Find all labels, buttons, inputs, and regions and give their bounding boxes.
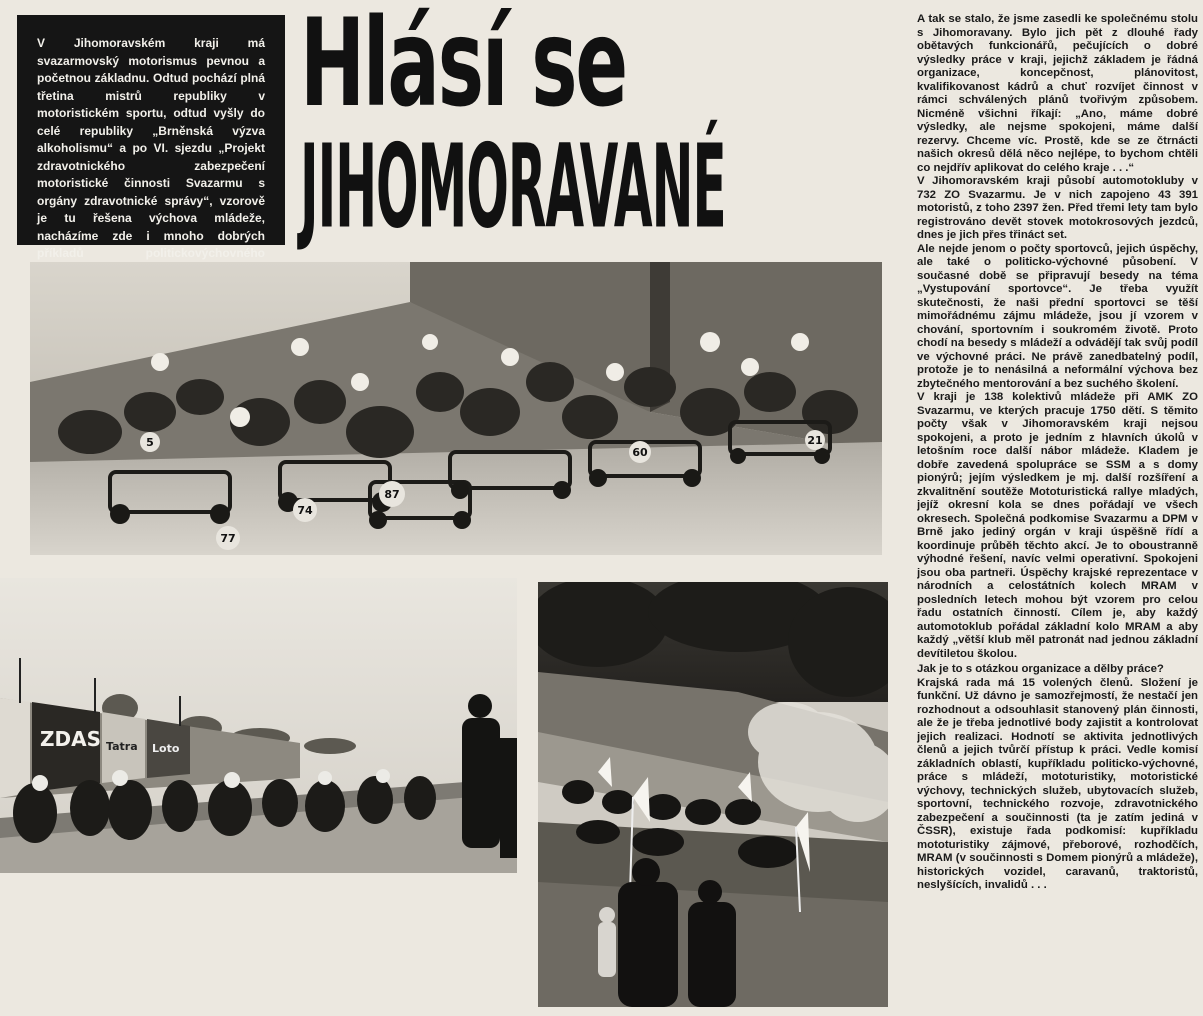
article-paragraph: A tak se stalo, že jsme zasedli ke společnému stolu s Jihomoravany. Bylo jich pět z dlouhé řady obětavých funkcionářů, pečujících o dobré výsledky práce v kraji, jejichž základem je řádná organizace, koncepčnost, plánovitost, kvalifikovanost kádrů a chuť rozvíjet činnost v rámci schválených plánů tvořivým způsobem. Nicméně všichni říkají: „Ano, máme dobré výsledky, ale nejsme spokojeni, máme další rezervy. Chceme víc. Prostě, kde se ze čtrnácti našich okresů dělá něco nejlépe, to bychom chtěli co nejdřív aplikovat do celého kraje . . .“: [917, 13, 1198, 174]
kart-number: 5: [146, 436, 154, 449]
kart-number: 87: [384, 488, 400, 501]
banner-tatra: Tatra: [106, 740, 138, 753]
banner-zdas: ZDAS: [40, 727, 101, 751]
banner-loto: Loto: [152, 742, 180, 755]
headline-line-2: JIHOMORAVANÉ: [300, 119, 726, 255]
article-answer: Krajská rada má 15 volených členů. Složení je funkční. Už dávno je samozřejmostí, že nestačí jen rozhodnout a odsouhlasit stanovený plán činnosti, ale že je třeba jednotlivé body zajistit a kontrolovat jejich realizaci. Hodnotí se aktivita jednotlivých členů a jejich tvůrčí přístup k práci. Vedle komisí základních oblastí, kupříkladu politicko-výchovné, práce s mládeží, mototuristiky, motoristické výchovy, technických služeb, ubytovacích služeb, sportovní, technického rozvoje, zdravotnického zabezpečení a součinnosti (ta je zatím jediná v ČSSR), existuje řada podkomisí: kupříkladu mototuristiky zájmové, přeborové, rozhodčích, MRAM (v součinnosti s Domem pionýrů a mládeže), historických vozidel, caravanů, traktoristů, neslyšících, invalidů . . .: [917, 676, 1198, 891]
lead-box: [17, 15, 285, 260]
headline-line-1: Hlásí se: [300, 0, 626, 134]
article-column: [917, 13, 1198, 1013]
photo-motocross: [538, 582, 888, 1007]
motorcycle-race-image: [0, 578, 517, 873]
kart-number: 74: [297, 504, 313, 517]
photo-karts: [30, 262, 882, 555]
article-paragraph: V Jihomoravském kraji působí automotokluby v 732 ZO Svazarmu. Je v nich zapojeno 43 391 motoristů, z toho 2397 žen. Před třemi lety tam bylo registrováno devět stovek motokrosových jezdců, dnes je jich přes třináct set.: [917, 175, 1198, 241]
article-paragraph: Ale nejde jenom o počty sportovců, jejich úspěchy, ale také o politicko-výchovné působení. V současné době se připravují besedy na téma „Vystupování sportovce“. Je třeba využít skutečnosti, že naši přední sportovci se těší mimořádnému zájmu mládeže, jsou jí vzorem v chování, sportovním i soukromém životě. Proto chodí na besedy s mládeží a odvádějí tak svůj podíl ve výchovné práci. Ne právě zanedbatelný podíl, protože je to nenásilná a neformální výchova bez zbytečného mentorování a bez suchého školení.: [917, 242, 1198, 390]
headline: [300, 0, 900, 255]
article-question: Jak je to s otázkou organizace a dělby práce?: [917, 663, 1164, 675]
karts-image: [30, 262, 882, 555]
lead-text: V Jihomoravském kraji má svazarmovský motorismus pevnou a početnou základnu. Odtud pochází plná třetina mistrů republiky v motoristickém sportu, odtud vyšly do celé republiky „Brněnská výzva alkoholismu“ a po VI. sjezdu „Projekt zdravotnického zabezpečení motoristické činnosti Svazarmu s orgány zdravotnické správy“, vzorově je tu řešena výchova mládeže, nacházíme zde i mnoho dobrých příkladů politickovýchovného: [37, 36, 265, 260]
photo-motorcycle-race: [0, 578, 517, 873]
kart-number: 21: [807, 434, 823, 447]
kart-number: 77: [220, 532, 236, 545]
motocross-image: [538, 582, 888, 1007]
kart-number: 60: [632, 446, 648, 459]
article-paragraph: V kraji je 138 kolektivů mládeže při AMK ZO Svazarmu, ve kterých pracuje 1750 dětí. S těmito počty však v Jihomoravském kraji nejsou spokojeni, a proto je jedním z hlavních úkolů v letošním roce další nábor mládeže. Kladem je dobře zavedená spolupráce se SSM a s domy pionýrů; jejím výsledkem je mj. další rozšíření a zkvalitnění soutěže Mototuristická rallye mladých, jejíž okresní kola se dnes pořádají ve všech okresech. Společná podkomise Svazarmu a DPM v Brně jako jediný orgán v kraji úspěšně řídí a koordinuje průběh těchto akcí. Je to oboustranně výhodné řešení, navíc velmi operativní. Spokojeni jsou oba partneři. Úspěchy krajské reprezentace v národních a celostátních kolech MRAM v posledních letech mohou být vzorem pro celou řadu ostatních činností. Cílem je, aby každý automotoklub pořádal základní kolo MRAM a aby každý „větší klub měl patronát nad jednou základní devítiletou školou.: [917, 391, 1198, 660]
